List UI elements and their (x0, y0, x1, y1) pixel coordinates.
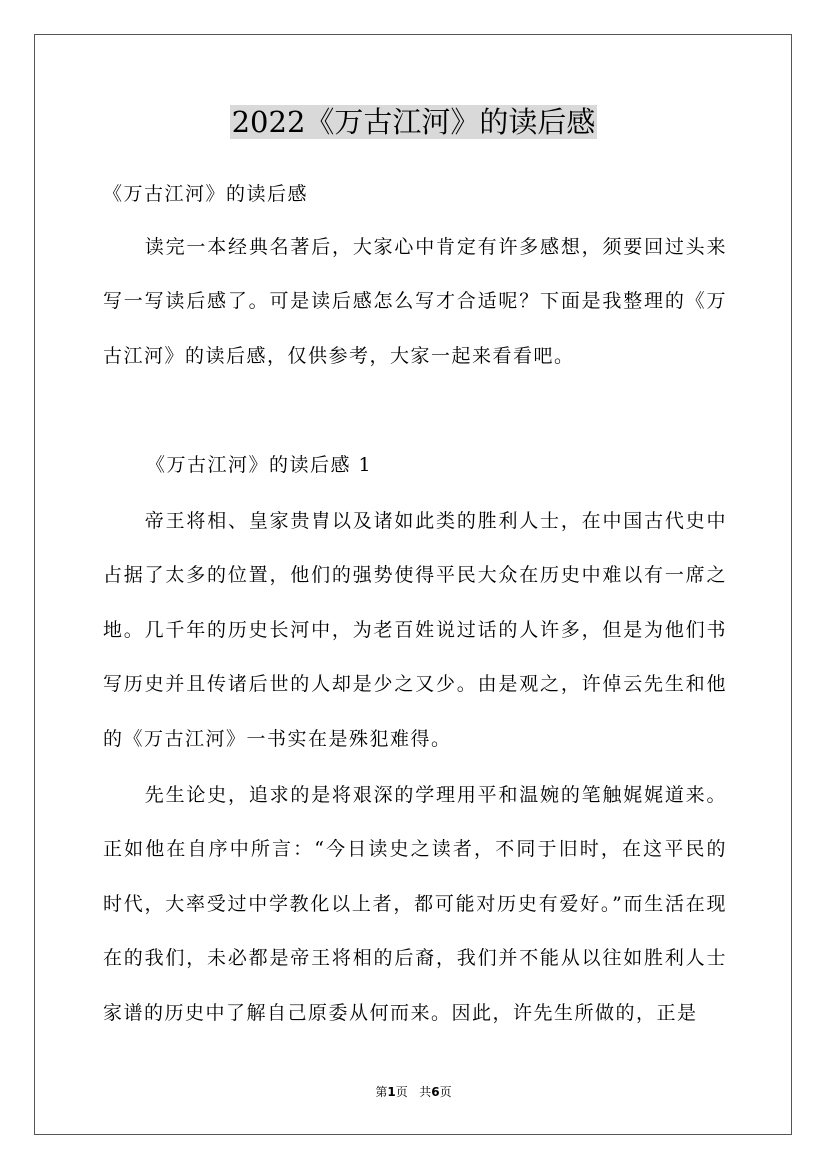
title-text: 2022《万古江河》的读后感 (231, 105, 596, 139)
document-title (0, 98, 827, 146)
page-total: 6 (431, 1085, 440, 1099)
page-suffix: 页 (439, 1085, 452, 1099)
page-mid: 页 共 (395, 1085, 432, 1099)
section-heading: 《万古江河》的读后感 1 (146, 454, 373, 476)
intro-paragraph: 读完一本经典名著后，大家心中肯定有许多感想，须要回过头来写一写读后感了。可是读后感怎么写才合适呢？下面是我整理的《万古江河》的读后感，仅供参考，大家一起来看看吧。 (103, 236, 727, 367)
page-current: 1 (387, 1085, 396, 1099)
page-footer (0, 1083, 827, 1100)
body-paragraph-1: 帝王将相、皇家贵胄以及诸如此类的胜利人士，在中国古代史中占据了太多的位置，他们的强势使得平民大众在历史中难以有一席之地。几千年的历史长河中，为老百姓说过话的人许多，但是为他们书写历史并且传诸后世的人却是少之又少。由是观之，许倬云先生和他的《万古江河》一书实在是殊犯难得。 (103, 510, 727, 750)
page-prefix: 第 (375, 1085, 388, 1099)
document-subtitle: 《万古江河》的读后感 (103, 183, 309, 205)
body-paragraph-2: 先生论史，追求的是将艰深的学理用平和温婉的笔触娓娓道来。正如他在自序中所言：“今日读史之读者，不同于旧时，在这平民的时代，大率受过中学教化以上者，都可能对历史有爱好。”而生活在现在的我们，未必都是帝王将相的后裔，我们并不能从以往如胜利人士家谱的历史中了解自己原委从何而来。因此，许先生所做的，正是 (103, 784, 727, 1024)
